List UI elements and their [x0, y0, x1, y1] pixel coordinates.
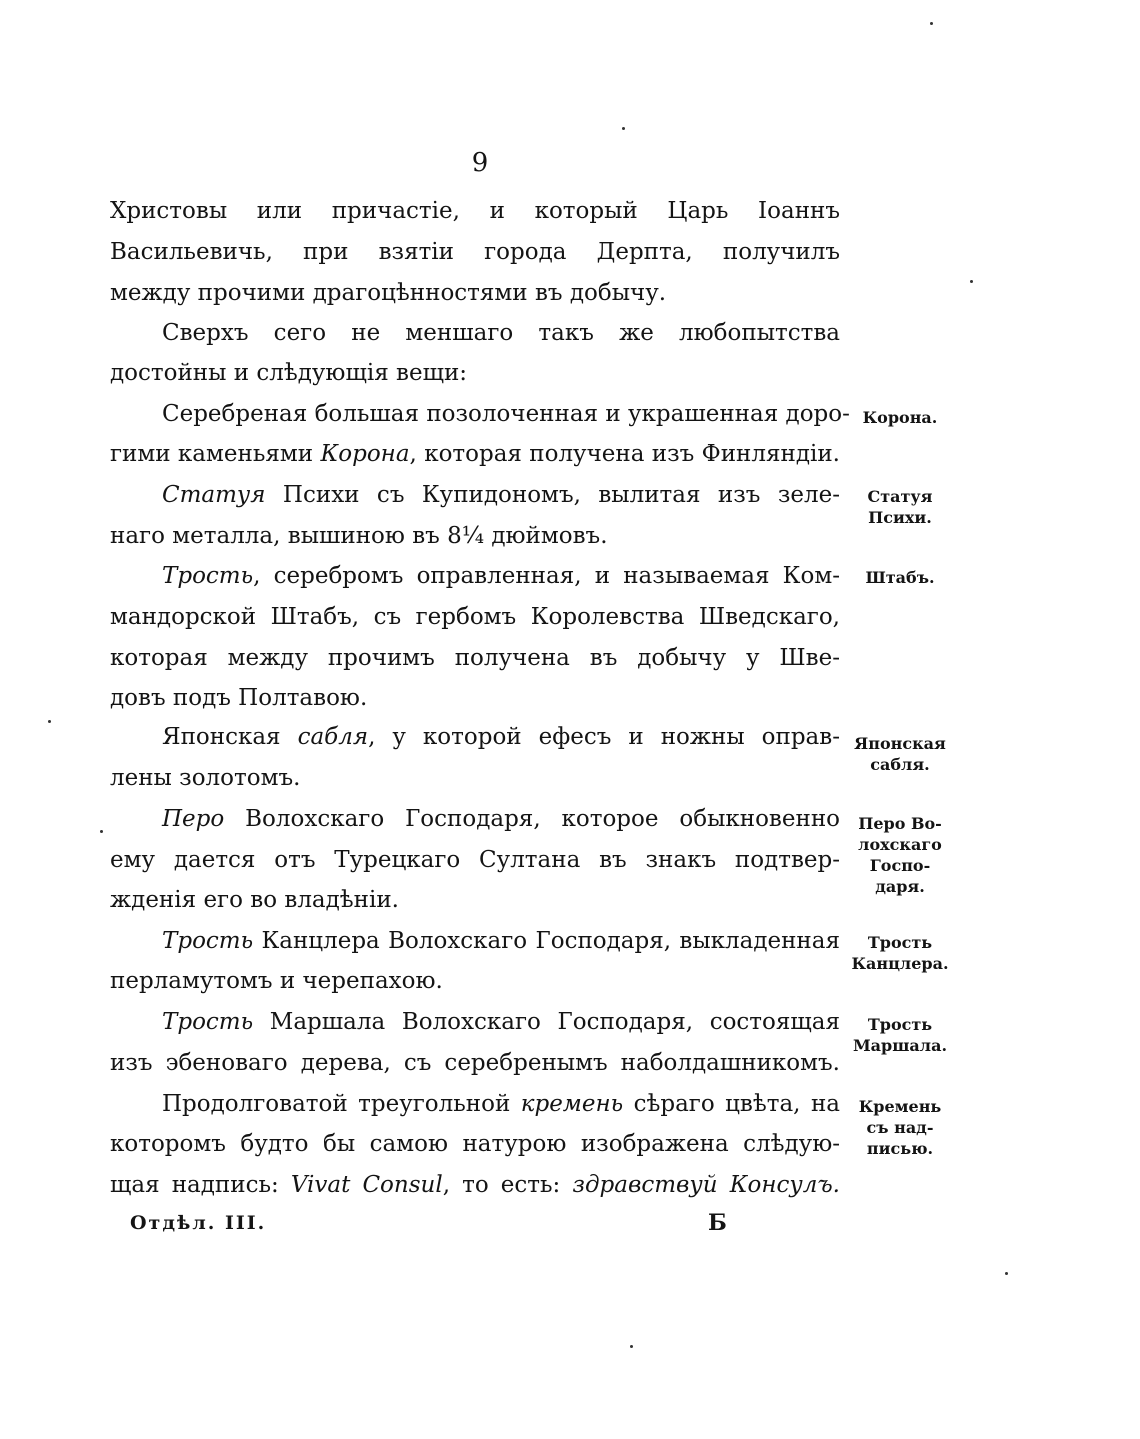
text-segment: мандорской Штабъ, съ гербомъ Королевства Шведскаго, [110, 604, 840, 630]
text-segment: Японская [162, 724, 298, 750]
margin-note-line: Трость [867, 933, 933, 952]
text-segment: которомъ будто бы самою натурою изображена слѣдую- [110, 1131, 840, 1157]
text-line [162, 318, 840, 348]
text-line [110, 439, 840, 469]
italic-term: кремень [520, 1091, 624, 1117]
text-line [162, 1089, 840, 1119]
text-line [162, 399, 850, 429]
margin-note [845, 813, 955, 897]
margin-note [845, 486, 955, 528]
text-line [110, 683, 840, 713]
text-line [162, 480, 840, 510]
text-line [110, 237, 840, 267]
text-segment: жденія его во владѣніи. [110, 887, 399, 913]
text-segment: , у которой ефесъ и ножны оправ- [368, 724, 840, 750]
margin-note-line: сабля. [870, 755, 930, 774]
italic-term: сабля [297, 724, 369, 750]
text-segment: ему дается отъ Турецкаго Султана въ знакъ подтвер- [110, 847, 840, 873]
margin-note-line: Статуя [867, 487, 933, 506]
italic-term: Vivat Consul [290, 1172, 443, 1198]
text-line [110, 1170, 840, 1200]
margin-note-line: Госпо- [869, 856, 931, 875]
margin-note [845, 1096, 955, 1159]
margin-note-line: Кремень [858, 1097, 942, 1116]
italic-term: Корона [320, 441, 410, 467]
text-line [162, 722, 840, 752]
text-segment: наго металла, вышиною въ 8¼ дюймовъ. [110, 523, 608, 549]
margin-note-line: съ над- [866, 1118, 934, 1137]
margin-note [845, 733, 955, 775]
scan-speck [1005, 1272, 1008, 1275]
text-line [162, 804, 840, 834]
margin-note [845, 932, 955, 974]
margin-note-line: Японская [854, 734, 946, 753]
margin-note [845, 1014, 955, 1056]
text-line [110, 602, 840, 632]
text-segment: Продолговатой треугольной [162, 1091, 521, 1117]
text-segment: между прочими драгоцѣнностями въ добычу. [110, 280, 667, 306]
text-segment: Волохскаго Господаря, которое обыкновенно [224, 806, 840, 832]
margin-note [845, 407, 955, 428]
text-segment: довъ подъ Полтавою. [110, 685, 368, 711]
text-line [110, 763, 840, 793]
margin-note [845, 567, 955, 588]
margin-note-line: Корона. [862, 408, 938, 427]
italic-term: Статуя [162, 482, 266, 508]
text-segment: Христовы или причастіе, и который Царь Іоаннъ [110, 198, 840, 224]
text-line [110, 845, 840, 875]
text-segment: Сверхъ сего не меншаго такъ же любопытства [162, 320, 840, 346]
text-line [110, 1129, 840, 1159]
text-segment: перламутомъ и черепахою. [110, 968, 443, 994]
text-segment: Канцлера Волохскаго Господаря, выкладенная [253, 928, 840, 954]
text-segment: изъ эбеноваго дерева, съ серебренымъ наболдашникомъ. [110, 1050, 840, 1076]
text-segment: , серебромъ оправленная, и называемая Ком- [253, 563, 840, 589]
margin-note-line: Канцлера. [851, 954, 949, 973]
margin-note-line: Маршала. [852, 1036, 948, 1055]
italic-term: Трость [162, 928, 254, 954]
text-line [110, 1048, 840, 1078]
text-segment: щая надпись: [110, 1172, 291, 1198]
margin-note-line: писью. [866, 1139, 934, 1158]
text-line [110, 885, 840, 915]
scan-speck [630, 1345, 633, 1348]
text-segment: сѣраго цвѣта, на [623, 1091, 840, 1117]
scan-speck [930, 22, 933, 25]
text-segment: , которая получена изъ Финляндіи. [409, 441, 840, 467]
signature-mark: Б [708, 1210, 727, 1236]
text-segment: лены золотомъ. [110, 765, 301, 791]
text-line [110, 196, 840, 226]
scan-speck [48, 720, 51, 723]
text-segment: гими каменьями [110, 441, 321, 467]
text-line [162, 1007, 840, 1037]
text-line [110, 966, 840, 996]
text-segment: Маршала Волохскаго Господаря, состоящая [253, 1009, 840, 1035]
text-line [162, 561, 840, 591]
text-line [110, 278, 840, 308]
margin-note-line: Штабъ. [865, 568, 935, 587]
italic-term: Перо [162, 806, 225, 832]
text-segment: Серебреная большая позолоченная и украшенная доро- [162, 401, 850, 427]
text-line [110, 521, 840, 551]
margin-note-line: лохскаго [858, 835, 942, 854]
text-segment: , то есть: [442, 1172, 573, 1198]
text-segment: Психи съ Купидономъ, вылитая изъ зеле- [265, 482, 840, 508]
margin-note-line: даря. [875, 877, 925, 896]
margin-note-line: Психи. [868, 508, 932, 527]
text-line [110, 358, 840, 388]
section-footer: Отдѣл. III. [130, 1212, 267, 1234]
italic-term: Трость [162, 1009, 254, 1035]
scan-speck [970, 280, 973, 283]
page-number: 9 [471, 148, 489, 178]
scan-speck [100, 830, 103, 833]
text-line [110, 643, 840, 673]
text-segment: достойны и слѣдующія вещи: [110, 360, 468, 386]
italic-term: Трость [162, 563, 254, 589]
margin-note-line: Перо Во- [858, 814, 942, 833]
scan-speck [622, 127, 625, 130]
text-segment: Васильевичь, при взятіи города Дерпта, получилъ [110, 239, 840, 265]
text-line [162, 926, 840, 956]
margin-note-line: Трость [867, 1015, 933, 1034]
text-segment: которая между прочимъ получена въ добычу у Шве- [110, 645, 840, 671]
italic-term: здравствуй Консулъ. [572, 1172, 840, 1198]
